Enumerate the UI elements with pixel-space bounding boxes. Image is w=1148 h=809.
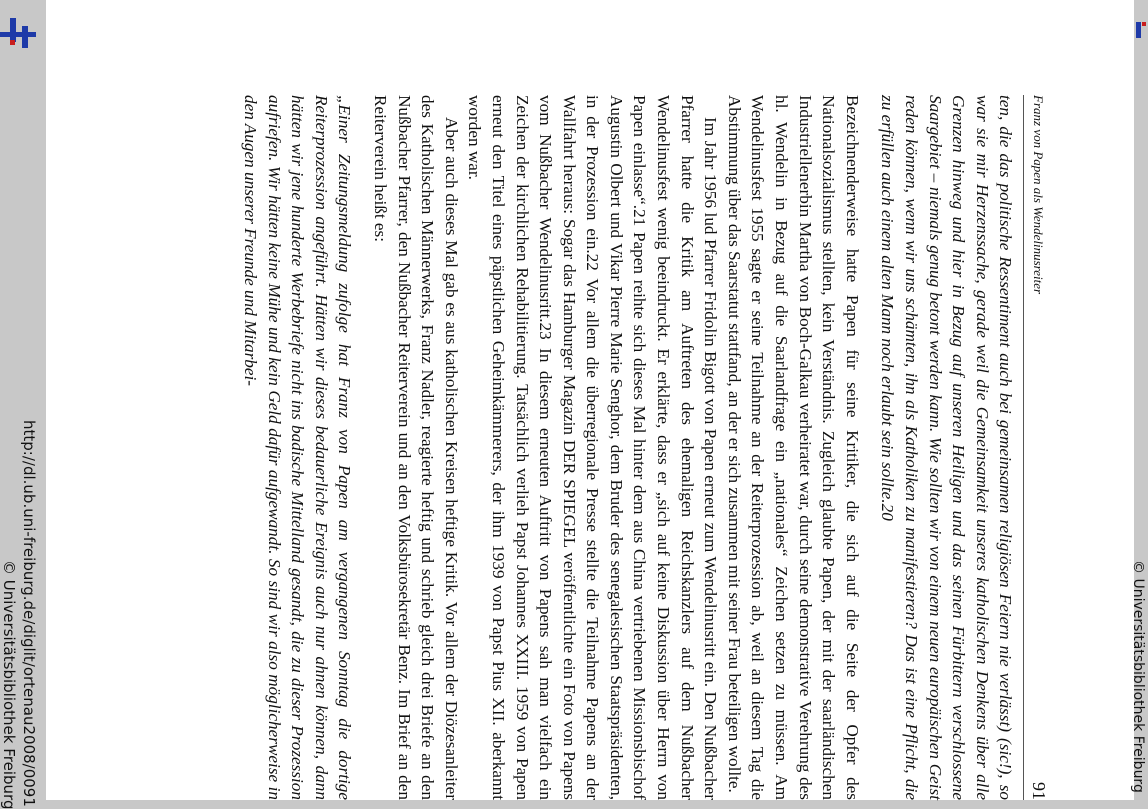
library-copyright: © Universitätsbibliothek Freiburg — [0, 560, 18, 809]
library-copyright-right: © Universitätsbibliothek Freiburg — [1130, 560, 1146, 793]
paragraph-1956: Im Jahr 1956 lud Pfarrer Fridolin Bigott von Papen erneut zum Wendelinusritt ein. Den Nußbacher Pfarrer hatte die Kritik am Auftreten des ehemaligen Reichskanzlers auf dem Nußbacher Wendelinusfest wenig beeindruckt. Er erklärte, dass er „sich auf keine Diskussion über Herrn von Papen einlasse“.21 Papen reihte sich dieses Mal hinter dem aus China vertriebenen Missionsbischof Augustin Olbert und Vikar Pierre Marie Senghor, dem Bruder des senegalesischen Staatspräsidenten, in der Prozession ein.22 Vor allem die überregionale Presse stellte die Teilnahme Papens an der Wallfahrt heraus: Sogar das Hamburger Magazin DER SPIEGEL veröffentlichte ein Foto von Papens vom Nußbacher Wendelinusritt.23 In diesem erneuten Auftritt von Papens sah man vielfach ein Zeichen der kirchlichen Rehabilitierung. Tatsächlich verlieh Papst Johannes XXIII. 1959 von Papen erneut den Titel eines päpstlichen Geheimkämmerers, der ihm 1939 von Papst Pius XII. aberkannt worden war. — [465, 95, 721, 800]
paragraph-critics: Bezeichnenderweise hatte Papen für seine Kritiker, die sich auf die Seite der Opfer des Nationalsozialismus stellten, kein Verständnis. Zugleich glaubte Papen, der mit der saarländischen Industriellenerbin Martha von Boch-Galkau verheiratet war, durch seine demonstrative Verehrung des hl. Wendelin in Bezug auf die Saarlandfrage ein „nationales“ Zeichen setzen zu müssen. Am Wendelinusfest 1955 sagte er seine Teilnahme an der Reiterprozession ab, weil an diesem Tag die Abstimmung über das Saarstatut stattfand, an der er sich zusammen mit seiner Frau beteiligen wollte. — [724, 95, 862, 800]
digitization-url[interactable]: http://dl.ub.uni-freiburg.de/diglit/ortenau2008/0091 — [20, 420, 38, 807]
paragraph-quote-end: ten, die das politische Ressentiment auch bei gemeinsamen religiösen Feiern nie verlässt) (sic!), so war sie mir Herzenssache, gerade weil die Gemeinsamkeit unseres katholischen Denkens über alle Grenzen hinweg und hier in Bezug auf unseren Heiligen und das seinen Fürbittern verschlossene Saargebiet – niemals genug betont werden kann. Wie sollten wir von einem neuen europäischen Geist reden können, wenn wir uns schämten, ihn als Katholiken zu manifestieren? Das ist eine Pflicht, die zu erfüllen auch einem alten Mann noch erlaubt sein sollte.20 — [878, 95, 1016, 800]
running-header — [1023, 95, 1050, 800]
paragraph-letter-quote: „Einer Zeitungsmeldung zufolge hat Franz von Papen am vergangenen Sonntag die dortige Reiterprozession angeführt. Hätten wir dieses bedauerliche Ereignis auch nur ahnen können, dann hätten wir jene hunderte Werbebriefe nicht ins badische Mittelland gesandt, die zu dieser Prozession aufriefen. Wir hätten keine Mühe und kein Geld dafür aufgewandt. So sind wir also möglicherweise in den Augen unserer Freunde und Mitarbei- — [241, 95, 355, 800]
rotated-page-text — [238, 95, 1050, 800]
page-number: 91 — [1029, 782, 1049, 800]
paragraph-criticism: Aber auch dieses Mal gab es aus katholischen Kreisen heftige Kritik. Vor allem der Diözesanleiter des Katholischen Männerwerks, Franz Nadler, reagierte heftig und schrieb gleich drei Briefe an den Nußbacher Pfarrer, den Nußbacher Reiterverein und an den Volksbürosekretär Benz. Im Brief an den Reiterverein heißt es: — [370, 95, 461, 800]
running-title: Franz von Papen als Wendelinusreiter — [1031, 95, 1046, 295]
left-margin — [0, 0, 46, 809]
